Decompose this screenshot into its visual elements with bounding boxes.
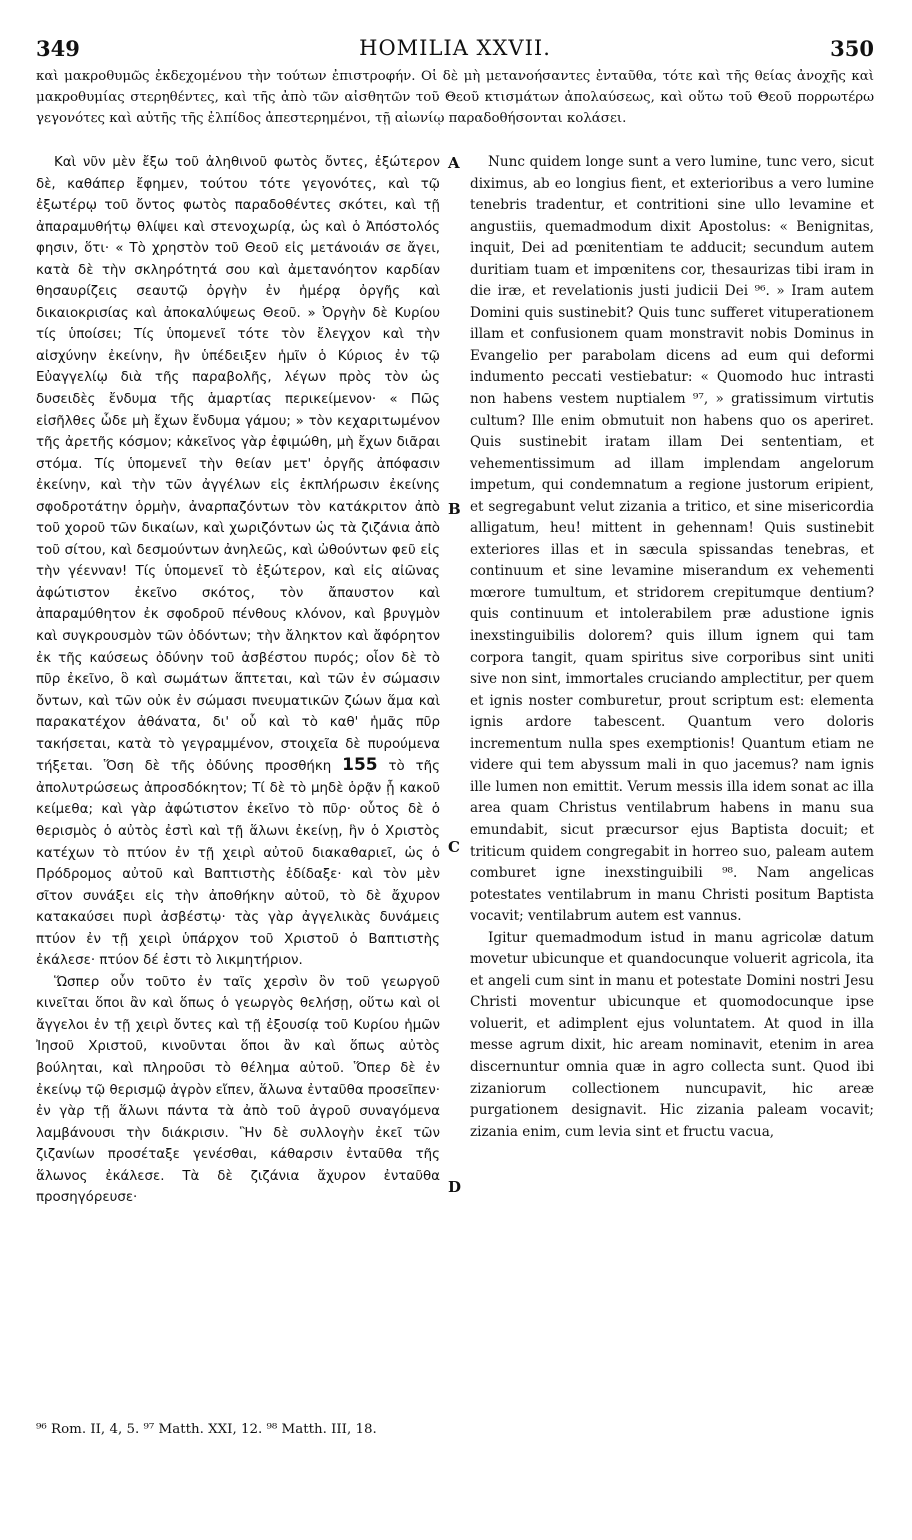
latin-paragraph-1: Nunc quidem longe sunt a vero lumine, tunc vero, sicut diximus, ab eo longius fient, et exterioribus a vero lumine tenebris tradentur, et contritioni sine ullo levamine et angustiis, quemadmodum dixit Apostolus: « Benignitas, inquit, Dei ad pœnitentiam te adducit; secundum autem duritiam tuam et impœnitens cor, thesaurizas tibi iram in die iræ, et revelationis justi judicii Dei ⁹⁶. » Iram autem Domini quis sustinebit? Quis tunc sufferet vituperationem illam et confusionem quam monstravit nobis Dominus in Evangelio per parabolam dicens ad eum qui deformi indumento peccati vestiebatur: « Quomodo huc intrasti non habens vestem nuptialem ⁹⁷, » gratissimum virtutis cultum? Ille enim obmutuit non habens quo os aperiret. Quis sustinebit iratam illam Dei sententiam, et vehementissimum ad illam implendam angelorum impetum, qui condemnatum a regione justorum eripient, et segregabunt velut zizania a tritico, et sine misericordia alligatum, heu! mittent in gehennam! Quis sustinebit exteriores illas et in sæcula spissandas tenebras, et continuum et sine levamine miserandum ex vehementi mœrore tumultum, et stridorem crepitumque dentium? quis continuum et intolerabilem præ adustione ignis inexstinguibilis dolorem? quis illum ignem qui tam corpora tangit, quam spiritus sive corporibus sint uniti sive non sint, immortales cruciando amplectitur, per quem et ignis noster comburetur, prout scriptum est: elementa ignis ardore tabescent. Quantum vero doloris incrementum nulla spes exemptionis! Quantum etiam ne videre qui tem abyssum mali in quo jacemus? nam ignis ille lumen non emittit. Verum messis illa idem sonat ac illa area quam Christus ventilabrum habens in manu sua emundabit, sicut præcursor ejus Baptista docuit; et triticum quidem congregabit in horreo suo, paleam autem comburet igne inexstinguibili ⁹⁸. Nam angelicas potestates ventilabrum in manu Christi positum Baptista vocavit; ventilabrum autem est vannus. <box>470 154 874 925</box>
greek-paragraph-2: Ὥσπερ οὖν τοῦτο ἐν ταῖς χερσὶν ὂν τοῦ γεωργοῦ κινεῖται ὅποι ἂν καὶ ὅπως ὁ γεωργὸς θελήσῃ, οὕτω καὶ οἱ ἄγγελοι ἐν τῇ χειρὶ ὄντες καὶ τῇ ἐξουσίᾳ τοῦ Κυρίου ἡμῶν Ἰησοῦ Χριστοῦ, κινοῦνται ὅποι ἂν καὶ ὅπως αὐτὸς βούληται, καὶ πληροῦσι τὸ θέλημα αὐτοῦ. Ὅπερ δὲ ἐν ἐκείνῳ τῷ θερισμῷ ἀγρὸν εἴπεν, ἅλωνα ἐνταῦθα προσεῖπεν· ἐν γὰρ τῇ ἅλωνι πάντα τὰ ἀπὸ τοῦ ἀγροῦ συναγόμενα λαμβάνουσι τὴν διάκρισιν. Ἣν δὲ συλλογὴν ἐκεῖ τῶν ζιζανίων προσέταξε γενέσθαι, κάθαρσιν ἐνταῦθα τῆς ἅλωνος ἐκάλεσε. Τὰ δὲ ζιζάνια ἄχυρον ἐνταῦθα προσηγόρευσε· <box>36 974 440 1206</box>
greek-opening-paragraph: καὶ μακροθυμῶς ἐκδεχομένου τὴν τούτων ἐπιστροφήν. Οἱ δὲ μὴ μετανοήσαντες ἐνταῦθα, τότε καὶ τῆς θείας ἀνοχῆς καὶ μακροθυμίας στερηθέντες, καὶ τῆς ἀπὸ τῶν αἰσθητῶν τοῦ Θεοῦ κτισμάτων ἀπολαύσεως, καὶ οὕτω τοῦ Θεοῦ πορρωτέρω γεγονότες καὶ αὐτῆς τῆς ἐλπίδος ἀπεστερημένοι, τῇ αἰωνίῳ παραδοθήσονται κολάσει. <box>36 69 874 126</box>
greek-paragraph-1-text-a: Καὶ νῦν μὲν ἔξω τοῦ ἀληθινοῦ φωτὸς ὄντες, ἐξώτερον δὲ, καθάπερ ἔφημεν, τούτου τότε γεγονότες, καὶ τῷ ἐξωτέρῳ τοῦ ὄντος φωτὸς παραδοθέντες σκότει, καὶ τῇ ἀπαραμυθήτῳ θλίψει καὶ στενοχωρίᾳ, ὡς καὶ ὁ Ἀπόστολός φησιν, ὅτι· « Τὸ χρηστὸν τοῦ Θεοῦ εἰς μετάνοιάν σε ἄγει, κατὰ δὲ τὴν σκληρότητά σου καὶ ἀμετανόητον καρδίαν θησαυρίζεις σεαυτῷ ὀργὴν ἐν ἡμέρᾳ ὀργῆς καὶ δικαιοκρισίας καὶ ἀποκαλύψεως Θεοῦ. » Ὀργὴν δὲ Κυρίου τίς ὑποίσει; Τίς ὑπομενεῖ τότε τὸν ἔλεγχον καὶ τὴν αἰσχύνην ἐκείνην, ἣν ὑπέδειξεν ἡμῖν ὁ Κύριος ἐν τῷ Εὐαγγελίῳ διὰ τῆς παραβολῆς, λέγων πρὸς τὸν ὡς δυσειδὲς ἔνδυμα τῆς ἁμαρτίας περικείμενον· « Πῶς εἰσῆλθες ὧδε μὴ ἔχων ἔνδυμα γάμου; » τὸν κεχαριτωμένον τῆς ἀρετῆς κόσμον; κἀκεῖνος γὰρ ἐφιμώθη, μὴ ἔχων διᾶραι στόμα. Τίς ὑπομενεῖ τὴν θείαν μετ' ὀργῆς ἀπόφασιν ἐκείνην, καὶ τὴν τῶν ἀγγέλων εἰς ἐκπλήρωσιν ἐκείνης σφοδροτάτην ὁρμὴν, ἀναρπαζόντων τὸν κατάκριτον ἀπὸ τοῦ χοροῦ τῶν δικαίων, καὶ χωριζόντων ὡς τὰ ζιζάνια ἀπὸ τοῦ σίτου, καὶ δεσμούντων ἀνηλεῶς, καὶ ὠθούντων φεῦ εἰς τὴν γέενναν! Τίς ὑπομενεῖ τὸ ἐξώτερον, καὶ εἰς αἰῶνας ἀφώτιστον ἐκεῖνο σκότος, τὸν ἄπαυστον καὶ ἀπαραμύθητον ἐκ σφοδροῦ πένθους κλόνον, καὶ βρυγμὸν καὶ συγκρουσμὸν τῶν ὀδόντων; τὴν ἄληκτον καὶ ἄφόρητον ἐκ τῆς καύσεως ὀδύνην τοῦ ἀσβέστου πυρός; οἷον δὲ τὸ πῦρ ἐκεῖνο, ὃ καὶ σωμάτων ἅπτεται, καὶ τῶν ἐν σώμασιν ὄντων, καὶ τῶν οὐκ ἐν σώμασι πνευματικῶν ζώων ἅμα καὶ παρακατέχον ἀθάνατα, δι' οὗ καὶ τὸ καθ' ἡμᾶς πῦρ τακήσεται, κατὰ τὸ γεγραμμένον, στοιχεῖα δὲ πυρούμενα τήξεται. Ὅση δὲ τῆς ὀδύνης προσθήκη <box>36 155 440 775</box>
footnotes: ⁹⁶ Rom. II, 4, 5. ⁹⁷ Matth. XXI, 12. ⁹⁸ Matth. III, 18. <box>36 1422 377 1437</box>
greek-full-width-text <box>36 66 874 129</box>
latin-column <box>470 152 874 1143</box>
running-header <box>36 36 874 66</box>
page-number-left: 349 <box>36 36 80 61</box>
page-number-right: 350 <box>830 36 874 61</box>
section-marker-a: A <box>448 154 460 172</box>
greek-column <box>36 152 440 1209</box>
latin-paragraph-2: Igitur quemadmodum istud in manu agricolæ datum movetur ubicunque et quandocunque voluerit agricola, ita et angeli cum sint in manu et potestate Domini nostri Jesu Christi moventur ubicunque et quomodocunque ipse voluerit, et adimplent ejus voluntatem. At quod in illa messe agrum dixit, hic aream nominavit, etenim in area discernuntur omnia quæ in agro collecta sunt. Quod ibi zizaniorum collectionem nuncupavit, hic areæ purgationem designavit. Hic zizania paleam vocavit; zizania enim, cum levia sint et fructu vacua, <box>470 929 874 1140</box>
greek-paragraph-1 <box>36 152 440 972</box>
section-marker-b: B <box>448 500 461 518</box>
section-marker-d: D <box>448 1178 462 1196</box>
margin-page-number: 155 <box>342 755 378 776</box>
greek-paragraph-1-text-b: τὸ τῆς ἀπολυτρώσεως ἀπροσδόκητον; Τί δὲ τὸ μηδὲ ὁρᾷν ᾗ κακοῦ κείμεθα; καὶ γὰρ ἀφώτιστον ἐκεῖνο τὸ πῦρ· οὗτος δὲ ὁ θερισμὸς ὁ αὐτὸς ἐστὶ καὶ τῇ ἅλωνι ἐκείνῃ, ἣν ὁ Χριστὸς κατέχων τὸ πτύον ἐν τῇ χειρὶ αὐτοῦ διακαθαριεῖ, ὡς ὁ Πρόδρομος αὐτοῦ καὶ Βαπτιστὴς ἐδίδαξε· καὶ τὸν μὲν σῖτον συνάξει εἰς τὴν ἀποθήκην αὐτοῦ, τὸ δὲ ἄχυρον κατακαύσει πυρὶ ἀσβέστῳ· τὰς γὰρ ἀγγελικὰς δυνάμεις πτύον ἐν τῇ χειρὶ ὑπάρχον τοῦ Χριστοῦ ὁ Βαπτιστὴς ἐκάλεσε· πτύον δέ ἐστι τὸ λικμητήριον. <box>36 759 440 969</box>
running-title: HOMILIA XXVII. <box>359 36 551 60</box>
section-marker-c: C <box>448 838 460 856</box>
